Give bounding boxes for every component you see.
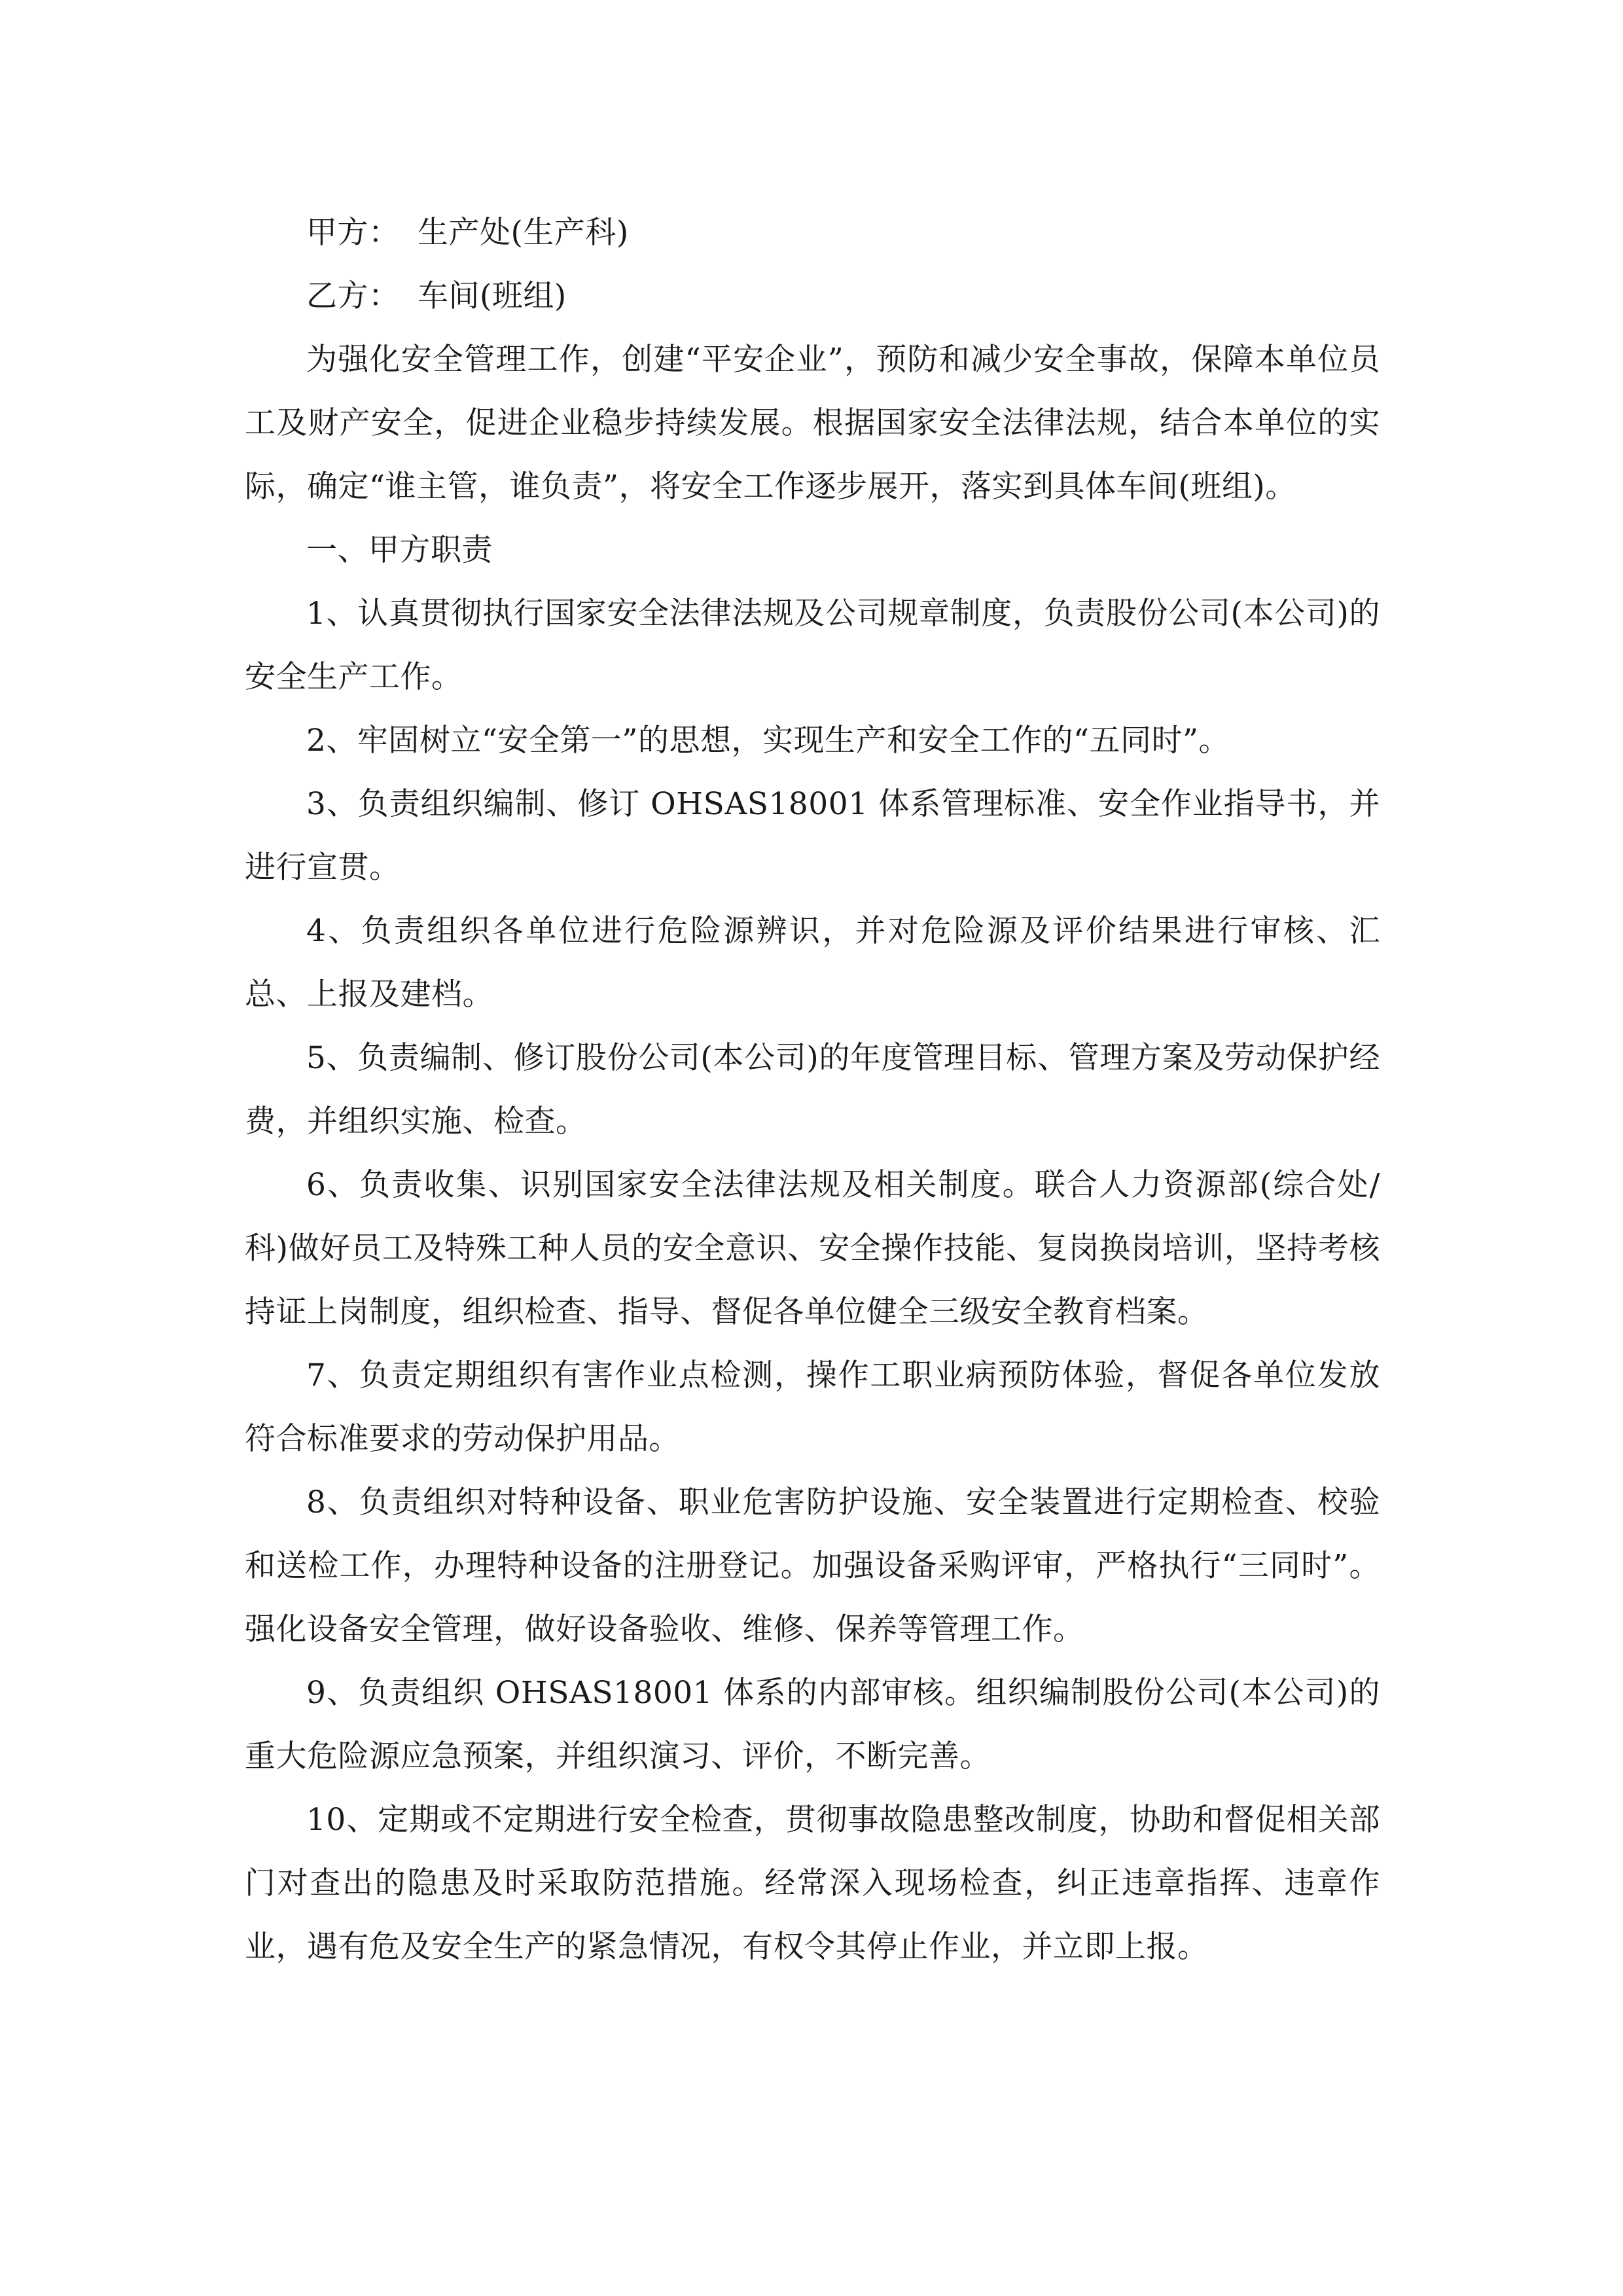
party-b-value: 车间(班组) [418, 278, 567, 314]
party-b-label: 乙方： [306, 278, 400, 314]
list-item: 10、定期或不定期进行安全检查，贯彻事故隐患整改制度，协助和督促相关部门对查出的隐患及时采取防范措施。经常深入现场检查，纠正违章指挥、违章作业，遇有危及安全生产的紧急情况，有权令其停止作业，并立即上报。 [245, 1802, 1380, 1965]
party-a-line [245, 201, 1380, 264]
list-item: 8、负责组织对特种设备、职业危害防护设施、安全装置进行定期检查、校验和送检工作，办理特种设备的注册登记。加强设备采购评审，严格执行“三同时”。强化设备安全管理，做好设备验收、维修、保养等管理工作。 [245, 1484, 1380, 1647]
list-item: 1、认真贯彻执行国家安全法律法规及公司规章制度，负责股份公司(本公司)的安全生产工作。 [245, 596, 1380, 695]
list-item: 3、负责组织编制、修订 OHSAS18001 体系管理标准、安全作业指导书，并进行宣贯。 [245, 786, 1380, 886]
list-item: 7、负责定期组织有害作业点检测，操作工职业病预防体验，督促各单位发放符合标准要求的劳动保护用品。 [245, 1357, 1380, 1457]
list-item: 6、负责收集、识别国家安全法律法规及相关制度。联合人力资源部(综合处/科)做好员工及特殊工种人员的安全意识、安全操作技能、复岗换岗培训，坚持考核持证上岗制度，组织检查、指导、督促各单位健全三级安全教育档案。 [245, 1167, 1380, 1330]
party-a-value: 生产处(生产科) [418, 215, 629, 251]
list-item: 4、负责组织各单位进行危险源辨识，并对危险源及评价结果进行审核、汇总、上报及建档。 [245, 913, 1380, 1013]
list-item: 2、牢固树立“安全第一”的思想，实现生产和安全工作的“五同时”。 [306, 723, 1230, 759]
intro-paragraph: 为强化安全管理工作，创建“平安企业”，预防和减少安全事故，保障本单位员工及财产安全，促进企业稳步持续发展。根据国家安全法律法规，结合本单位的实际，确定“谁主管，谁负责”，将安全工作逐步展开，落实到具体车间(班组)。 [245, 342, 1380, 505]
party-a-label: 甲方： [306, 215, 400, 251]
section-title: 一、甲方职责 [306, 532, 493, 568]
party-b-line [245, 264, 1380, 328]
document-body [245, 201, 1380, 1979]
list-item: 5、负责编制、修订股份公司(本公司)的年度管理目标、管理方案及劳动保护经费，并组织实施、检查。 [245, 1040, 1380, 1139]
list-item: 9、负责组织 OHSAS18001 体系的内部审核。组织编制股份公司(本公司)的重大危险源应急预案，并组织演习、评价，不断完善。 [245, 1675, 1380, 1774]
